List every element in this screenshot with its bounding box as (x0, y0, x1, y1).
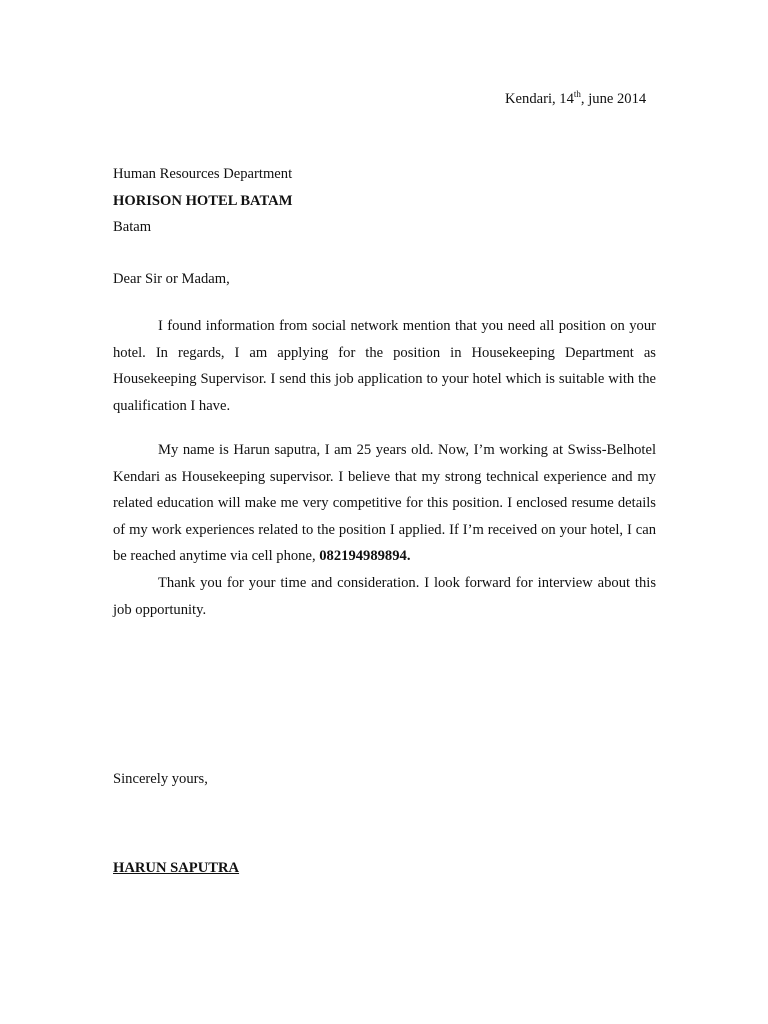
recipient-department: Human Resources Department (113, 166, 293, 182)
date-superscript: th (573, 89, 581, 99)
recipient-company: HORISON HOTEL BATAM (113, 192, 293, 209)
paragraph-intro: I found information from social network mention that you need all position on your hotel. In regards, I am applying for the position in Housekeeping Department as Housekeeping Supervisor. I send this job application to your hotel which is suitable with the qualification I have. (113, 318, 656, 414)
signature-name: HARUN SAPUTRA (113, 860, 240, 876)
recipient-city: Batam (113, 219, 152, 235)
salutation: Dear Sir or Madam, (113, 271, 230, 287)
paragraph-background (113, 437, 656, 570)
date-prefix: Kendari, 14 (505, 91, 574, 107)
paragraph-background-text: My name is Harun saputra, I am 25 years old. Now, I’m working at Swiss-Belhotel Kendari as Housekeeping supervisor. I believe that my strong technical experience and my related education will make me very competitive for this position. I enclosed resume details of my work experiences related to the position I applied. If I’m received on your hotel, I can be reached anytime via cell phone, (113, 442, 656, 564)
recipient-address (113, 164, 292, 244)
letter-date (505, 91, 646, 108)
closing: Sincerely yours, (113, 771, 208, 787)
paragraph-thanks: Thank you for your time and consideration. I look forward for interview about this job opportunity. (113, 575, 656, 618)
date-suffix: , june 2014 (580, 91, 647, 107)
phone-number: 082194989894. (319, 548, 411, 564)
